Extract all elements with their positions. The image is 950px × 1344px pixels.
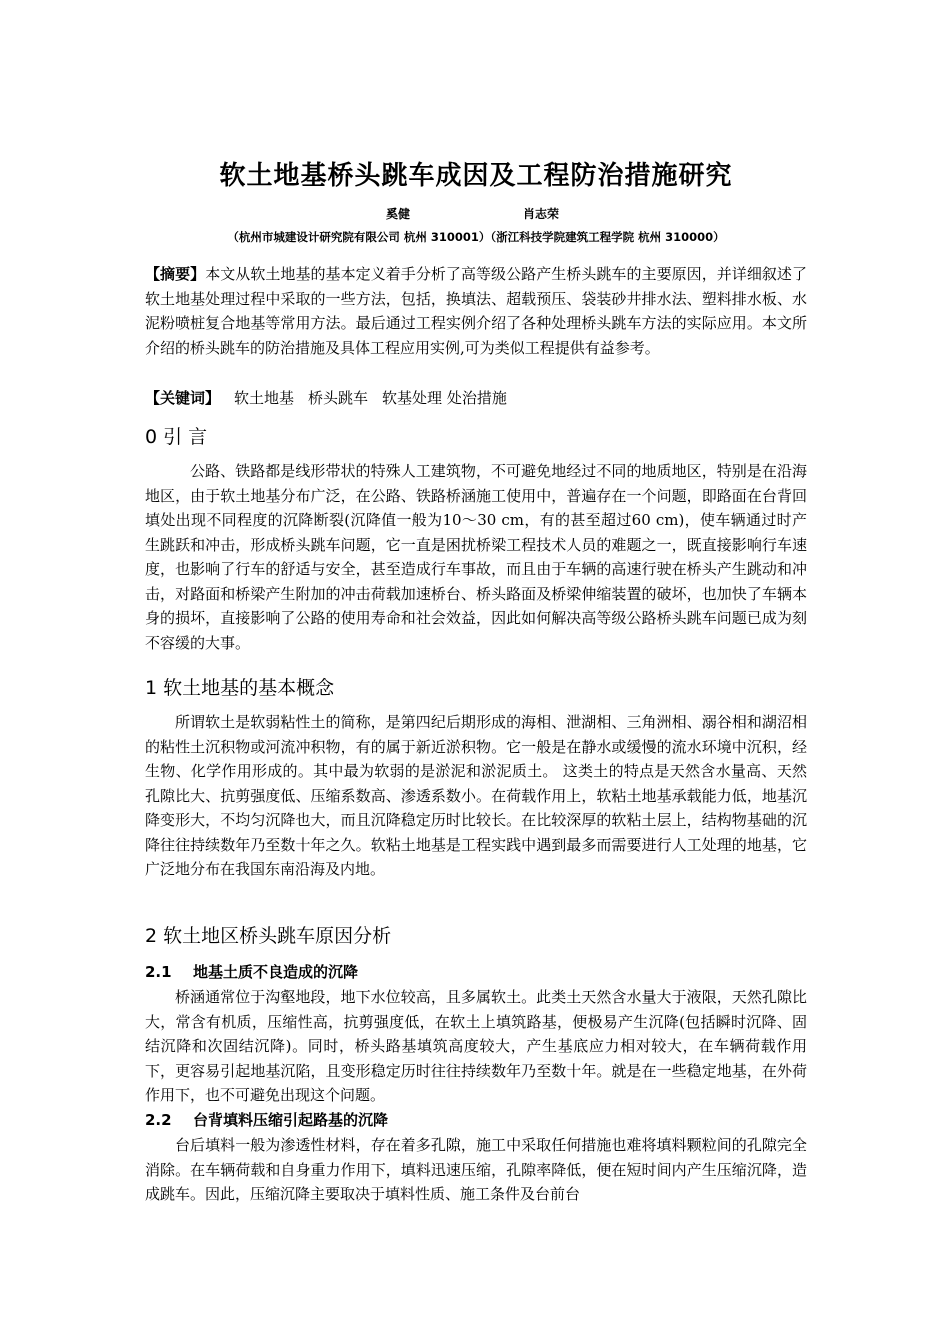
keywords-label: 【关键词】 bbox=[145, 389, 221, 407]
author-name: 奚健 bbox=[386, 207, 411, 221]
abstract-text: 本文从软土地基的基本定义着手分析了高等级公路产生桥头跳车的主要原因，并详细叙述了软土地基处理过程中采取的一些方法，包括，换填法、超载预压、袋装砂井排水法、塑料排水板、水泥粉喷桩复合地基等常用方法。最后通过工程实例介绍了各种处理桥头跳车方法的实际应用。本文所介绍的桥头跳车的防治措施及具体工程应用实例,可为类似工程提供有益参考。 bbox=[145, 265, 807, 357]
paper-title: 软土地基桥头跳车成因及工程防治措施研究 bbox=[219, 161, 733, 191]
keyword: 桥头跳车 bbox=[308, 389, 369, 407]
author-name: 肖志荣 bbox=[523, 207, 560, 221]
section-heading: 0 引 言 bbox=[145, 426, 208, 448]
subsection-heading bbox=[145, 1109, 388, 1130]
affiliations: （杭州市城建设计研究院有限公司 杭州 310001）（浙江科技学院建筑工程学院 杭州 310000） bbox=[227, 230, 725, 244]
section-paragraph: 公路、铁路都是线形带状的特殊人工建筑物，不可避免地经过不同的地质地区，特别是在沿海地区，由于软土地基分布广泛，在公路、铁路桥涵施工使用中，普遍存在一个问题，即路面在台背回填处出现不同程度的沉降断裂(沉降值一般为10～30 cm，有的甚至超过60 cm)，使车辆通过时产生跳跃和冲击，形成桥头跳车问题，它一直是困扰桥梁工程技术人员的难题之一，既直接影响行车速度，也影响了行车的舒适与安全，甚至造成行车事故，而且由于车辆的高速行驶在桥头产生跳动和冲击，对路面和桥梁产生附加的冲击荷载加速桥台、桥头路面及桥梁伸缩装置的破坏，也加快了车辆本身的损坏，直接影响了公路的使用寿命和社会效益，因此如何解决高等级公路桥头跳车问题已成为刻不容缓的大事。 bbox=[145, 462, 807, 652]
section-paragraph: 所谓软土是软弱粘性土的简称，是第四纪后期形成的海相、泄湖相、三角洲相、溺谷相和湖沼相的粘性土沉积物或河流冲积物，有的属于新近淤积物。它一般是在静水或缓慢的流水环境中沉积，经生物、化学作用形成的。其中最为软弱的是淤泥和淤泥质土。 这类土的特点是天然含水量高、天然孔隙比大、抗剪强度低、压缩系数高、渗透系数小。在荷载作用上，软粘土地基承载能力低，地基沉降变形大，不均匀沉降也大，而且沉降稳定历时比较长。在比较深厚的软粘土层上，结构物基础的沉降往往持续数年乃至数十年之久。软粘土地基是工程实践中遇到最多而需要进行人工处理的地基，它广泛地分布在我国东南沿海及内地。 bbox=[145, 713, 807, 878]
subsection-number: 2.2 bbox=[145, 1111, 172, 1129]
subsection-title: 台背填料压缩引起路基的沉降 bbox=[193, 1111, 389, 1129]
section-heading: 2 软土地区桥头跳车原因分析 bbox=[145, 925, 392, 947]
section-paragraph: 台后填料一般为渗透性材料，存在着多孔隙，施工中采取任何措施也难将填料颗粒间的孔隙完全消除。在车辆荷载和自身重力作用下，填料迅速压缩，孔隙率降低，便在短时间内产生压缩沉降，造成跳车。因此，压缩沉降主要取决于填料性质、施工条件及台前台 bbox=[145, 1136, 807, 1203]
keywords bbox=[145, 386, 807, 411]
subsection-number: 2.1 bbox=[145, 963, 172, 981]
subsection-title: 地基土质不良造成的沉降 bbox=[193, 963, 359, 981]
section-heading: 1 软土地基的基本概念 bbox=[145, 677, 335, 699]
abstract bbox=[145, 262, 807, 360]
keyword: 软基处理 处治措施 bbox=[382, 389, 507, 407]
subsection-heading bbox=[145, 961, 358, 982]
abstract-label: 【摘要】 bbox=[145, 265, 206, 283]
section-paragraph: 桥涵通常位于沟壑地段，地下水位较高，且多属软土。此类土天然含水量大于液限，天然孔隙比大，常含有机质，压缩性高，抗剪强度低，在软土上填筑路基，便极易产生沉降(包括瞬时沉降、固结沉降和次固结沉降)。同时，桥头路基填筑高度较大，产生基底应力相对较大，在车辆荷载作用下，更容易引起地基沉陷，且变形稳定历时往往持续数年乃至数十年。就是在一些稳定地基，在外荷作用下，也不可避免出现这个问题。 bbox=[145, 988, 807, 1104]
keyword: 软土地基 bbox=[234, 389, 295, 407]
